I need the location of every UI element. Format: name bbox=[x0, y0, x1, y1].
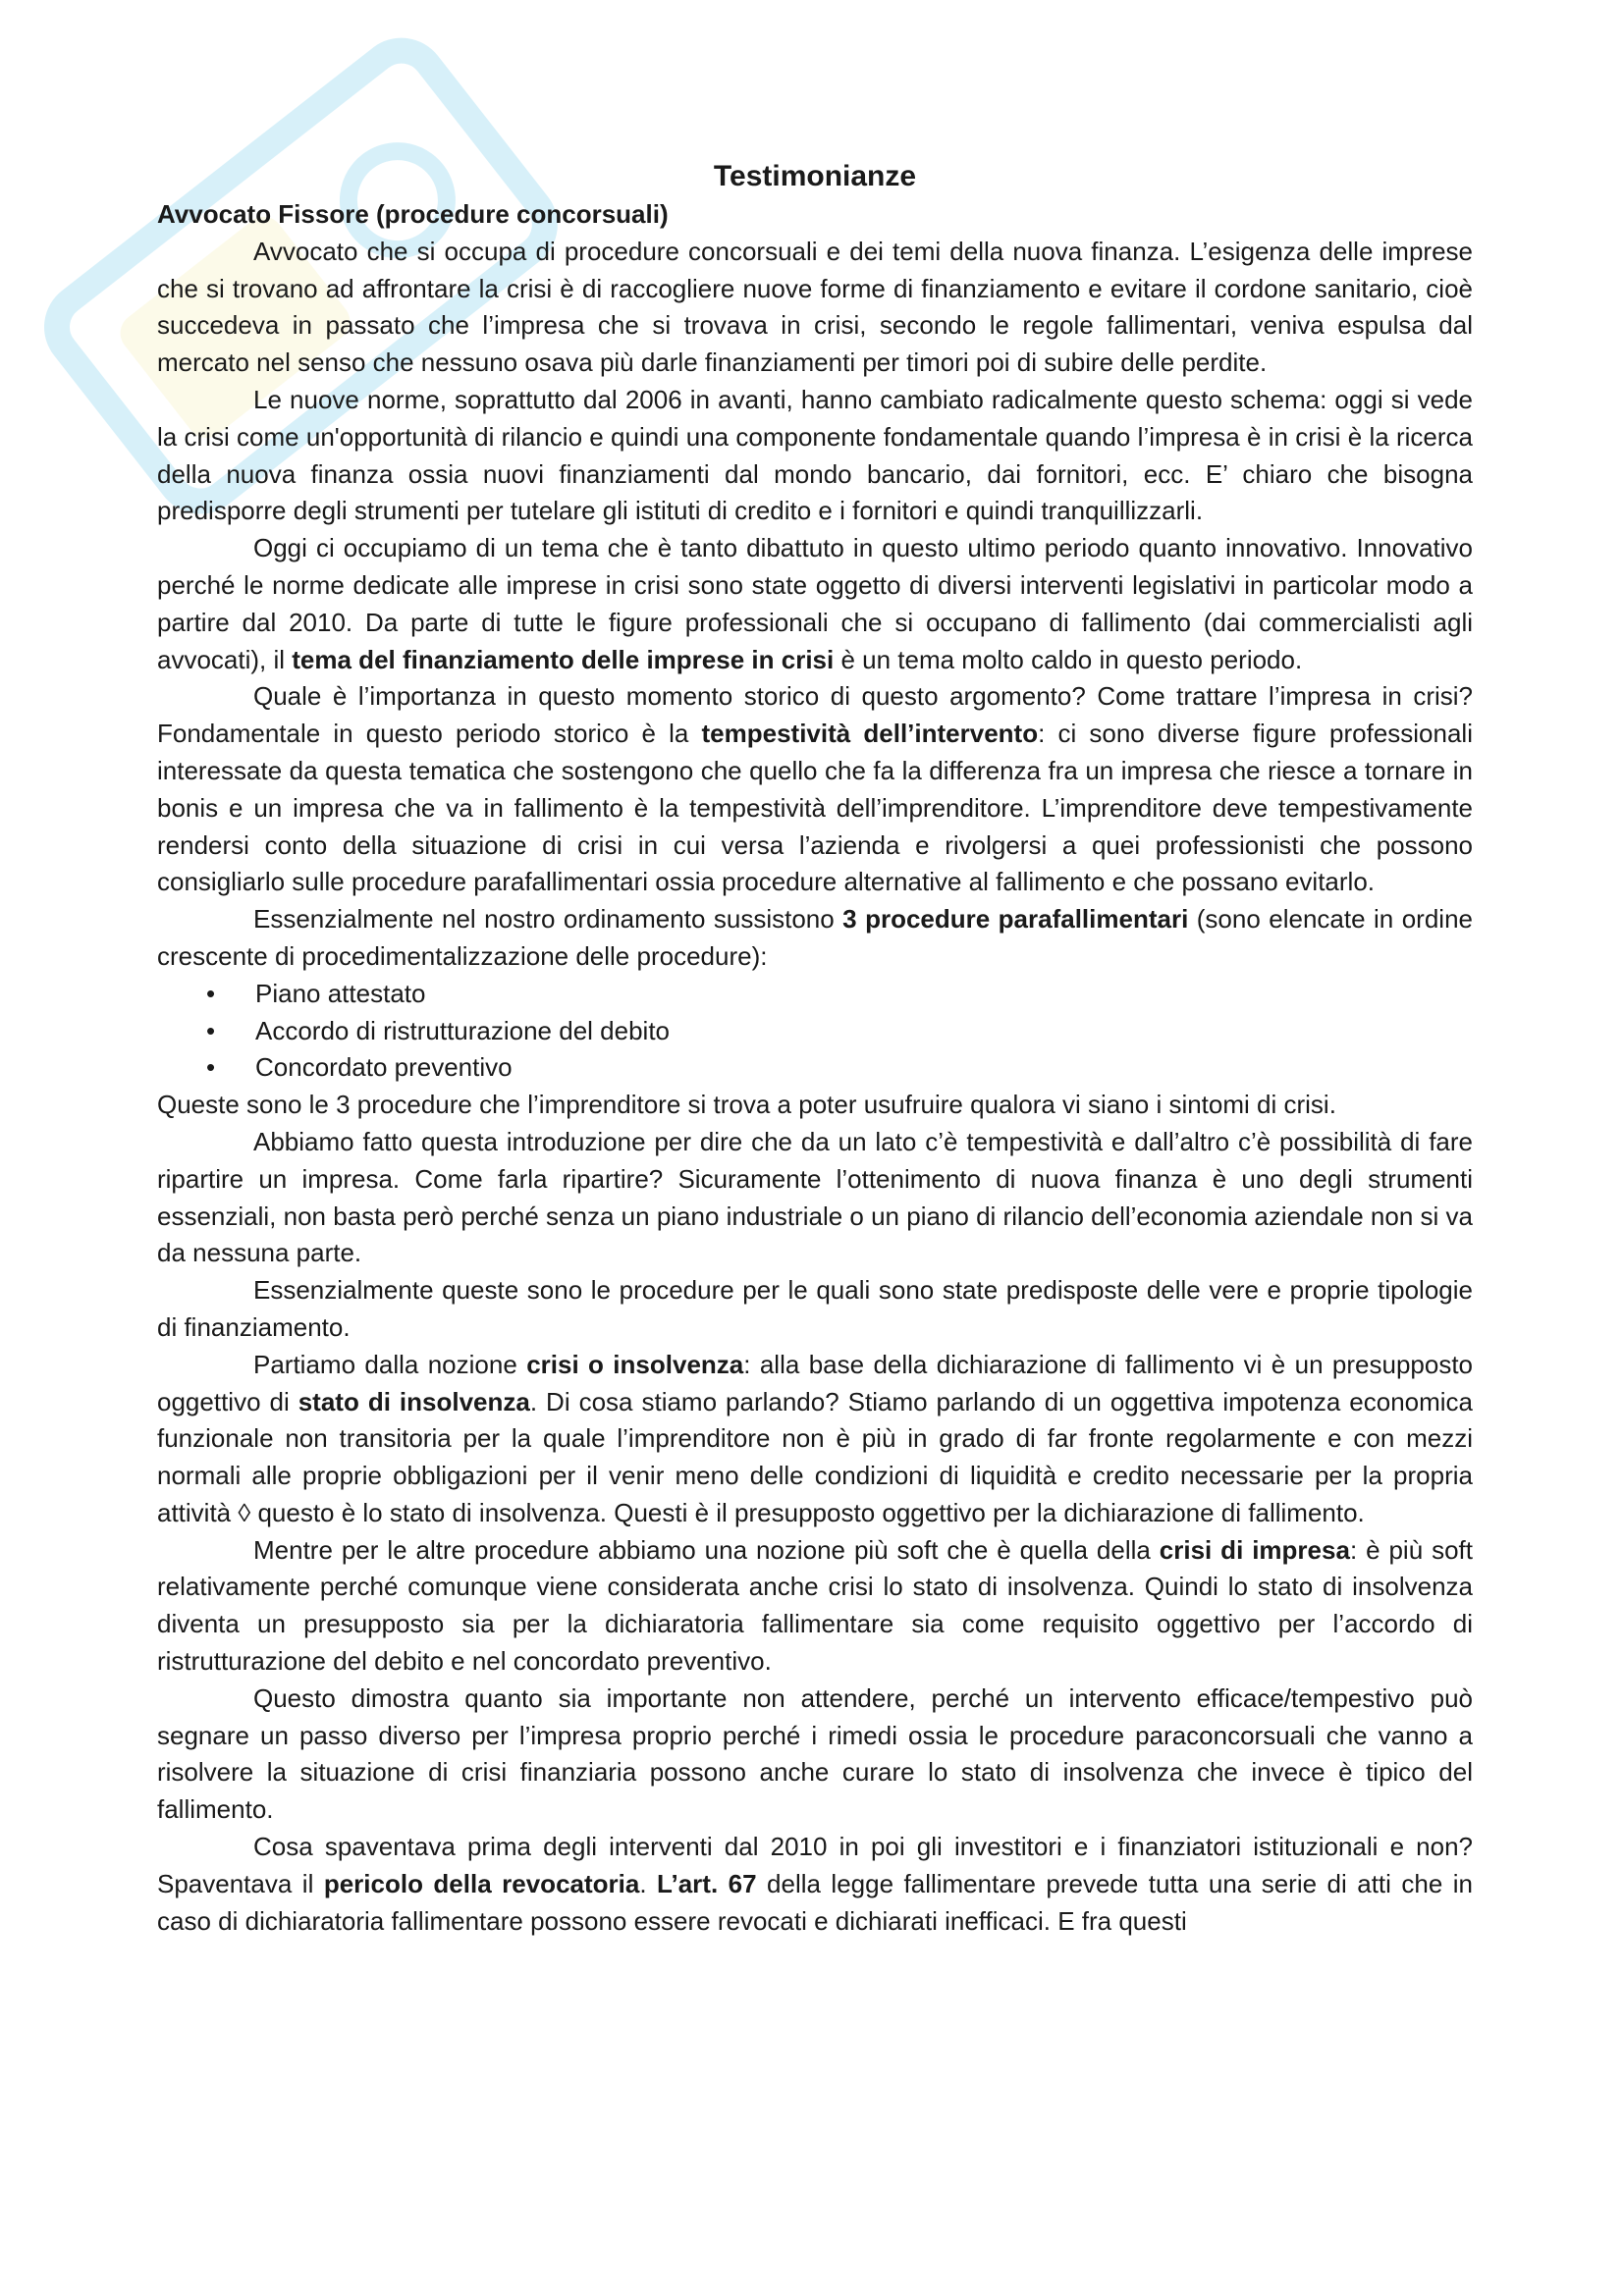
paragraph-12-text-a: Cosa spaventava prima degli interventi dal 2010 in poi gli investitori e i finanziatori istituzionali e non? Spaventava il bbox=[157, 1832, 1473, 1898]
paragraph-10-text-a: Mentre per le altre procedure abbiamo una nozione più soft che è quella della bbox=[253, 1534, 1160, 1565]
paragraph-9-bold-a: crisi o insolvenza bbox=[526, 1349, 744, 1379]
list-item: • Piano attestato bbox=[157, 976, 1473, 1013]
paragraph-10 bbox=[157, 1532, 1473, 1681]
section-heading: Avvocato Fissore (procedure concorsuali) bbox=[157, 199, 669, 229]
paragraph-11: Questo dimostra quanto sia importante non attendere, perché un intervento efficace/tempestivo può segnare un passo diverso per l’impresa proprio perché i rimedi ossia le procedure paraconcorsuali che vanno a risolvere la situazione di crisi finanziaria possono anche curare lo stato di insolvenza che invece è tipico del fallimento. bbox=[157, 1682, 1473, 1825]
paragraph-4-text-b: : ci sono diverse figure professionali interessate da questa tematica che sostengono che quello che fa la differenza fra un impresa che riesce a tornare in bonis e un impresa che va in fallimento è la tempestività dell’imprenditore. L’imprenditore deve tempestivamente rendersi conto della situazione di crisi in cui versa l’azienda e rivolgersi a quei professionisti che possono consigliarlo sulle procedure parafallimentari ossia procedure alternative al fallimento e che possano evitarlo. bbox=[157, 719, 1473, 897]
document-body bbox=[157, 157, 1473, 1940]
paragraph-3-text-a: Oggi ci occupiamo di un tema che è tanto dibattuto in questo ultimo periodo quanto innovativo. Innovativo perché le norme dedicate alle imprese in crisi sono state oggetto di diversi interventi legislativi in particolar modo a partire dal 2010. Da parte di tutte le figure professionali che si occupano di fallimento (dai commercialisti agli avvocati), il bbox=[157, 533, 1473, 674]
list-item: • Accordo di ristrutturazione del debito bbox=[157, 1013, 1473, 1050]
paragraph-3 bbox=[157, 530, 1473, 678]
paragraph-12-bold-a: pericolo della revocatoria bbox=[323, 1868, 640, 1898]
paragraph-1: Avvocato che si occupa di procedure concorsuali e dei temi della nuova finanza. L’esigenza delle imprese che si trovano ad affrontare la crisi è di raccogliere nuove forme di finanziamento e evitare il cordone sanitario, cioè succedeva in passato che l’impresa che si trovava in crisi, secondo le regole fallimentari, veniva espulsa dal mercato nel senso che nessuno osava più darle finanziamenti per timori poi di subire delle perdite. bbox=[157, 236, 1473, 378]
paragraph-9-bold-b: stato di insolvenza bbox=[298, 1386, 530, 1416]
paragraph-10-bold: crisi di impresa bbox=[1159, 1534, 1350, 1565]
paragraph-12 bbox=[157, 1829, 1473, 1940]
list-item: • Concordato preventivo bbox=[157, 1049, 1473, 1087]
paragraph-9-text-c: . Di cosa stiamo parlando? Stiamo parlando di un oggettiva impotenza economica funzionale non transitoria per la quale l’imprenditore non è più in grado di far fronte regolarmente e con mezzi normali alle proprie obbligazioni per il venir meno delle condizioni di liquidità e credito necessarie per la propria attività ◊ questo è lo stato di insolvenza. Questi è il presupposto oggettivo per la dichiarazione di fallimento. bbox=[157, 1386, 1474, 1527]
paragraph-3-bold: tema del finanziamento delle imprese in crisi bbox=[292, 644, 835, 674]
paragraph-4-text-a: Quale è l’importanza in questo momento storico di questo argomento? Come trattare l’impresa in crisi? Fondamentale in questo periodo storico è la bbox=[157, 681, 1473, 749]
paragraph-12-text-b: . bbox=[639, 1868, 658, 1898]
paragraph-5-text-a: Essenzialmente nel nostro ordinamento sussistono bbox=[253, 904, 843, 934]
paragraph-10-text-b: : è più soft relativamente perché comunque viene considerata anche crisi lo stato di insolvenza. Quindi lo stato di insolvenza diventa un presupposto sia per la dichiaratoria fallimentare sia come requisito oggettivo per l’accordo di ristrutturazione del debito e nel concordato preventivo. bbox=[157, 1534, 1473, 1677]
page-title: Testimonianze bbox=[713, 160, 917, 192]
paragraph-9 bbox=[157, 1347, 1473, 1532]
paragraph-4 bbox=[157, 678, 1473, 901]
paragraph-9-text-b: : alla base della dichiarazione di fallimento vi è un presupposto oggettivo di bbox=[157, 1349, 1474, 1416]
paragraph-6: Queste sono le 3 procedure che l’imprenditore si trova a poter usufruire qualora vi siano i sintomi di crisi. bbox=[157, 1090, 1336, 1120]
paragraph-8: Essenzialmente queste sono le procedure per le quali sono state predisposte delle vere e proprie tipologie di finanziamento. bbox=[157, 1275, 1473, 1342]
paragraph-9-text-a: Partiamo dalla nozione bbox=[253, 1349, 527, 1379]
paragraph-7: Abbiamo fatto questa introduzione per dire che da un lato c’è tempestività e dall’altro c’è possibilità di fare ripartire un impresa. Come farla ripartire? Sicuramente l’ottenimento di nuova finanza è uno degli strumenti essenziali, non basta però perché senza un piano industriale o un piano di rilancio dell’economia aziendale non si va da nessuna parte. bbox=[157, 1126, 1473, 1268]
paragraph-2: Le nuove norme, soprattutto dal 2006 in avanti, hanno cambiato radicalmente questo schema: oggi si vede la crisi come un'opportunità di rilancio e quindi una componente fondamentale quando l’impresa è in crisi è la ricerca della nuova finanza ossia nuovi finanziamenti dal mondo bancario, dai fornitori, ecc. E’ chiaro che bisogna predisporre degli strumenti per tutelare gli istituti di credito e i fornitori e quindi tranquillizzarli. bbox=[157, 384, 1473, 526]
paragraph-5-text-b: (sono elencate in ordine crescente di procedimentalizzazione delle procedure): bbox=[157, 904, 1473, 971]
paragraph-3-text-b: è un tema molto caldo in questo periodo. bbox=[834, 644, 1303, 674]
procedures-list bbox=[157, 976, 1473, 1087]
paragraph-4-bold: tempestività dell’intervento bbox=[701, 719, 1039, 749]
paragraph-5-bold: 3 procedure parafallimentari bbox=[842, 904, 1189, 934]
paragraph-12-bold-b: L’art. 67 bbox=[657, 1868, 757, 1898]
paragraph-12-text-c: della legge fallimentare prevede tutta una serie di atti che in caso di dichiaratoria fallimentare possono essere revocati e dichiarati inefficaci. E fra questi bbox=[157, 1868, 1474, 1936]
paragraph-5 bbox=[157, 901, 1473, 976]
